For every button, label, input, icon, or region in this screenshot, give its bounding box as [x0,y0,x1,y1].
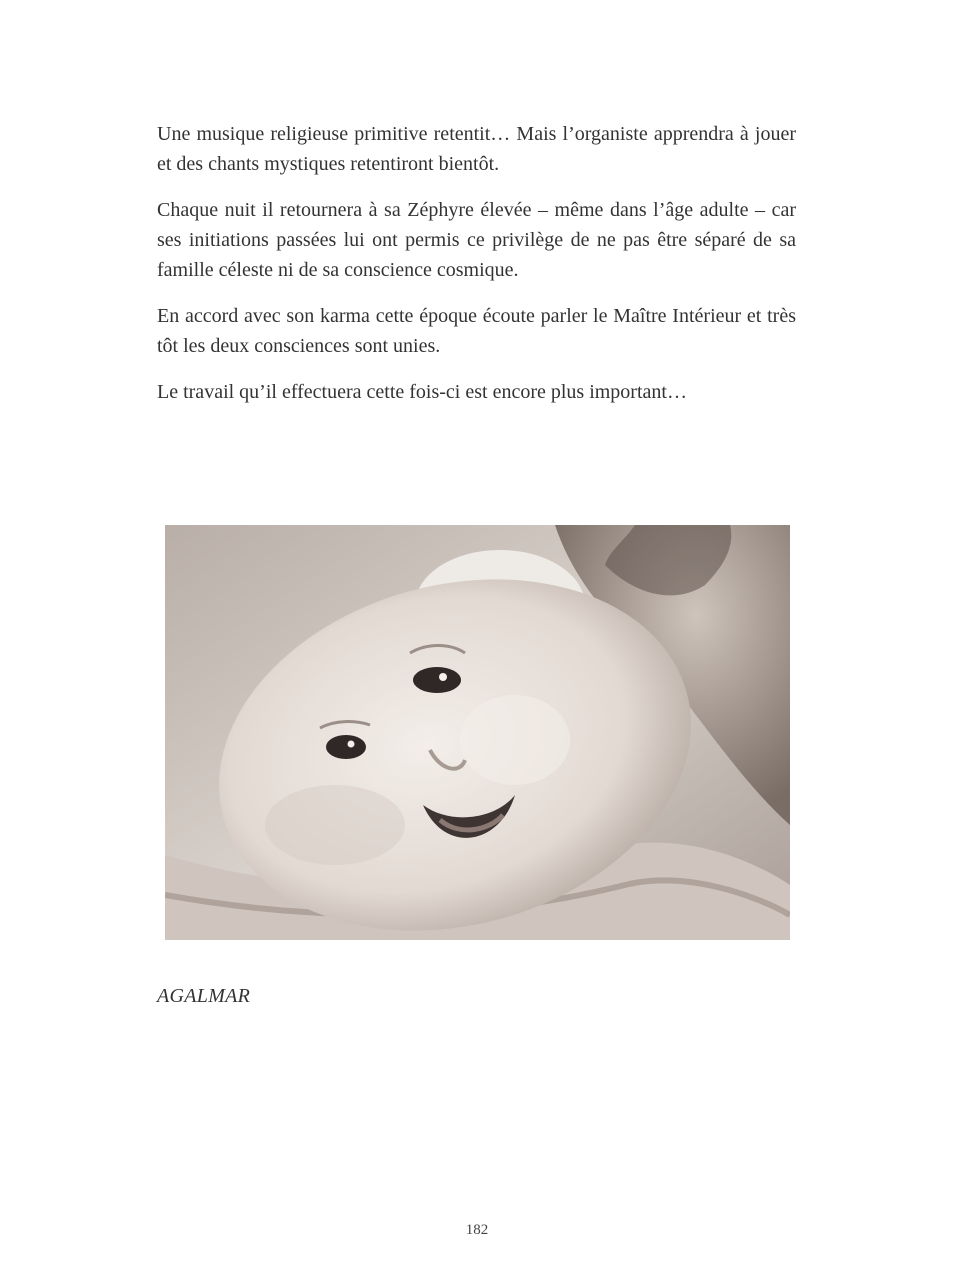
body-text [157,119,796,423]
paragraph-4: Le travail qu’il effectuera cette fois-ci est encore plus important… [157,381,687,403]
page-number: 182 [465,1222,489,1238]
paragraph-3: En accord avec son karma cette époque écoute parler le Maître Intérieur et très tôt les deux consciences sont unies. [157,305,796,357]
paragraph-2: Chaque nuit il retournera à sa Zéphyre élevée – même dans l’âge adulte – car ses initiations passées lui ont permis ce privilège de ne pas être séparé de sa famille céleste ni de sa conscience cosmique. [157,199,796,281]
paragraph-1: Une musique religieuse primitive retentit… Mais l’organiste apprendra à jouer et des chants mystiques retentiront bientôt. [157,123,796,175]
baby-photo [165,525,790,940]
author-signature: AGALMAR [157,985,251,1007]
baby-photo-illustration [165,525,790,940]
